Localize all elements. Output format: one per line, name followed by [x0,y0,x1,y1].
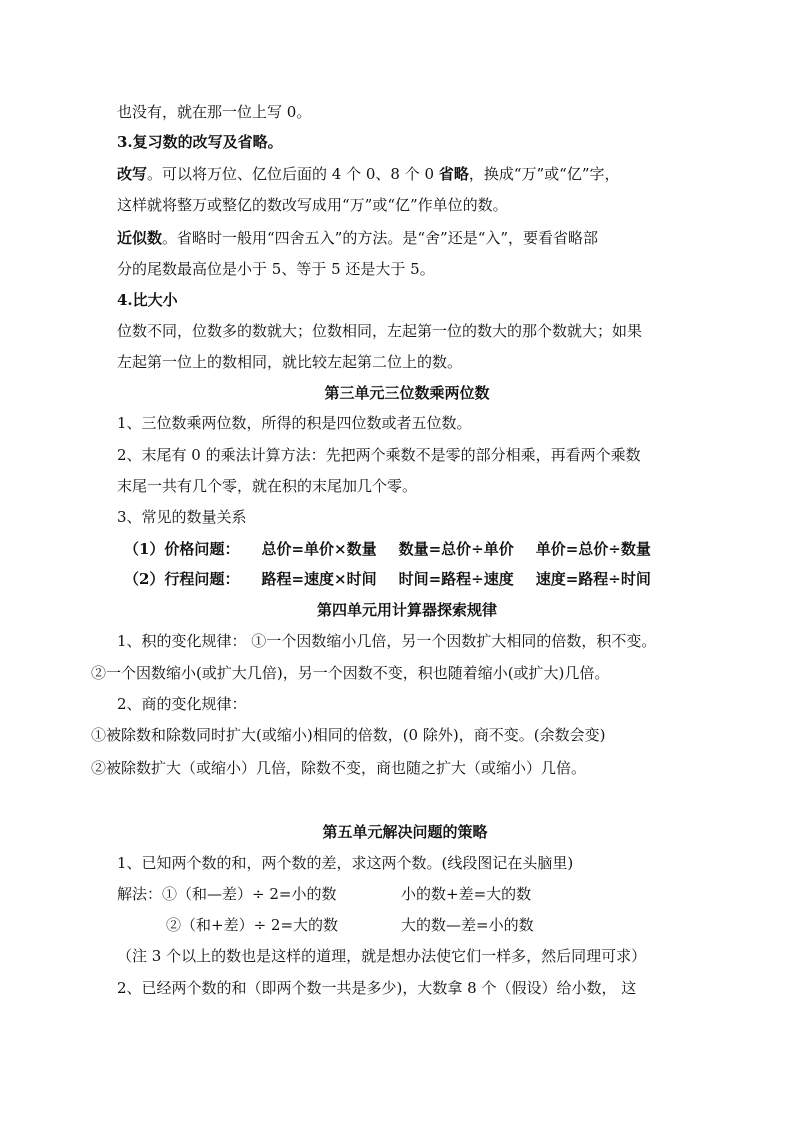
paragraph-line: 末尾一共有几个零，就在积的末尾加几个零。 [117,477,418,495]
paragraph-line: ①被除数和除数同时扩大(或缩小)相同的倍数，(0 除外)，商不变。(余数会变) [91,726,606,744]
paragraph-line: 分的尾数最高位是小于 5、等于 5 还是大于 5。 [117,260,435,278]
term-rewrite: 改写 [117,165,148,183]
unit3-heading: 第三单元三位数乘两位数 [324,384,490,402]
solution-formula: 大的数—差=小的数 [401,916,534,934]
formula-item: 速度=路程÷时间 [535,570,651,588]
section-title-rewrite-omit: 3.复习数的改写及省略。 [117,133,283,151]
rewrite-definition [117,164,620,184]
paragraph-line: 1、三位数乘两位数，所得的积是四位数或者五位数。 [117,414,472,432]
paragraph-line: 3、常见的数量关系 [117,508,247,526]
paragraph-line: 1、积的变化规律： ①一个因数缩小几倍，另一个因数扩大相同的倍数，积不变。 [117,632,657,650]
term-omit: 省略 [438,165,469,183]
formula-item: 总价=单价×数量 [261,540,377,558]
paragraph-line: 左起第一位上的数相同，就比较左起第二位上的数。 [117,353,463,371]
formula-label: （2）行程问题： [124,570,240,588]
paragraph-line: ②一个因数缩小(或扩大几倍)，另一个因数不变，积也随着缩小(或扩大)几倍。 [91,664,610,682]
paragraph-line: 位数不同，位数多的数就大；位数相同，左起第一位的数大的那个数就大；如果 [117,322,643,340]
solution-formula: ②（和+差）÷ 2=大的数 [166,916,339,934]
section-title-compare: 4.比大小 [117,291,178,309]
paragraph-line: 也没有，就在那一位上写 0。 [117,103,312,121]
rewrite-text-a: 。可以将万位、亿位后面的 4 个 0、8 个 0 [147,165,439,183]
note-line: （注 3 个以上的数也是这样的道理，就是想办法使它们一样多，然后同理可求） [117,947,647,965]
formula-item: 路程=速度×时间 [261,570,377,588]
unit5-heading: 第五单元解决问题的策略 [322,823,488,841]
approx-definition [117,228,598,248]
solution-line-1 [117,884,336,904]
paragraph-line: 2、末尾有 0 的乘法计算方法：先把两个乘数不是零的部分相乘，再看两个乘数 [117,446,641,464]
paragraph-line: 1、已知两个数的和，两个数的差，求这两个数。(线段图记在头脑里) [117,854,574,872]
rewrite-text-b: ，换成“万”或“亿”字， [468,165,620,183]
formula-item: 时间=路程÷速度 [398,570,514,588]
formula-label: （1）价格问题： [124,540,240,558]
formula-item: 数量=总价÷单价 [398,540,514,558]
formula-travel [124,569,651,589]
paragraph-line: 这样就将整万或整亿的数改写成用“万”或“亿”作单位的数。 [117,196,508,214]
approx-text-a: 。省略时一般用“四舍五入”的方法。是“舍”还是“入”，要看省略部 [162,229,599,247]
solution-formula: ①（和—差）÷ 2=小的数 [162,885,337,903]
unit4-heading: 第四单元用计算器探索规律 [316,601,497,619]
formula-item: 单价=总价÷数量 [535,540,651,558]
paragraph-line: 2、商的变化规律： [117,695,247,713]
term-approximate: 近似数 [117,229,163,247]
solution-formula: 小的数+差=大的数 [401,885,532,903]
solution-label: 解法： [117,885,163,903]
paragraph-line: 2、已经两个数的和（即两个数一共是多少)，大数拿 8 个（假设）给小数， 这 [117,979,637,997]
paragraph-line: ②被除数扩大（或缩小）几倍，除数不变，商也随之扩大（或缩小）几倍。 [91,759,587,777]
formula-price [124,539,651,559]
